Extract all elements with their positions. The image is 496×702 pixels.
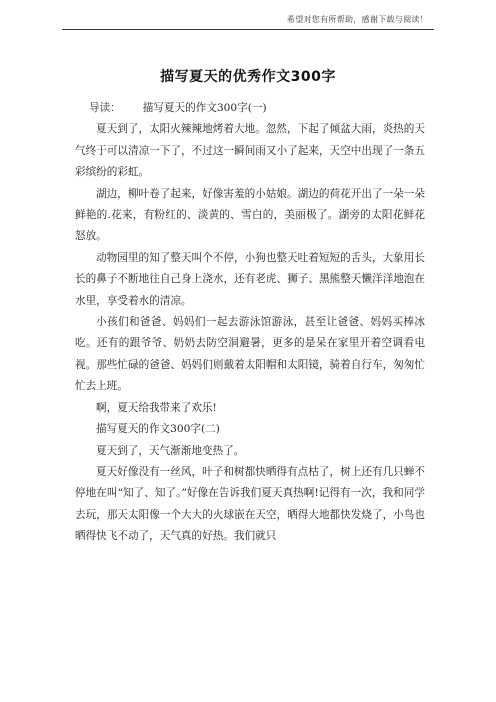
document-body bbox=[75, 98, 425, 548]
section-heading: 描写夏天的作文300字(二) bbox=[96, 423, 220, 436]
paragraph: 湖边，柳叶卷了起来，好像害羞的小姑娘。湖边的荷花开出了一朵一朵鲜艳的.花来，有粉红的、淡黄的、雪白的，美丽极了。湖旁的太阳花鲜花怒放。 bbox=[75, 187, 425, 243]
paragraph: 夏天好像没有一丝风，叶子和树都快晒得有点枯了，树上还有几只蝉不停地在叫“知了、知了。”好像在告诉我们夏天真热啊!记得有一次，我和同学去玩，那天太阳像一个大大的火球嵌在天空，晒得大地都快发烧了，小鸟也晒得快飞不动了，天气真的好热。我们就只 bbox=[75, 465, 425, 543]
header-note: 希望对您有所帮助，感谢下载与阅读！ bbox=[286, 15, 428, 24]
guide-label: 导读： bbox=[89, 102, 121, 114]
paragraph: 小孩们和爸爸、妈妈们一起去游泳馆游泳，甚至让爸爸、妈妈买棒冰吃。还有的跟爷爷、奶奶去防空洞避暑，更多的是呆在家里开着空调看电视。那些忙碌的爸爸、妈妈们则戴着太阳帽和太阳镜，骑着自行车，匆匆忙忙去上班。 bbox=[75, 316, 425, 393]
guide-line bbox=[75, 98, 425, 119]
header-divider bbox=[62, 29, 434, 30]
paragraph: 啊，夏天给我带来了欢乐! bbox=[96, 401, 217, 414]
paragraph: 夏天到了，天气渐渐地变热了。 bbox=[96, 444, 245, 457]
guide-text: 描写夏天的作文300字(一) bbox=[142, 102, 267, 114]
paragraph: 夏天到了，太阳火辣辣地烤着大地。忽然，下起了倾盆大雨，炎热的天气终于可以清凉一下了，不过这一瞬间雨又小了起来，天空中出现了一条五彩缤纷的彩虹。 bbox=[75, 123, 425, 179]
paragraph: 动物园里的知了整天叫个不停，小狗也整天吐着短短的舌头，大象用长长的鼻子不断地往自己身上浇水，还有老虎、狮子、黑熊整天懒洋洋地泡在水里，享受着水的清凉。 bbox=[75, 251, 425, 307]
document-title: 描写夏天的优秀作文300字 bbox=[160, 69, 336, 85]
